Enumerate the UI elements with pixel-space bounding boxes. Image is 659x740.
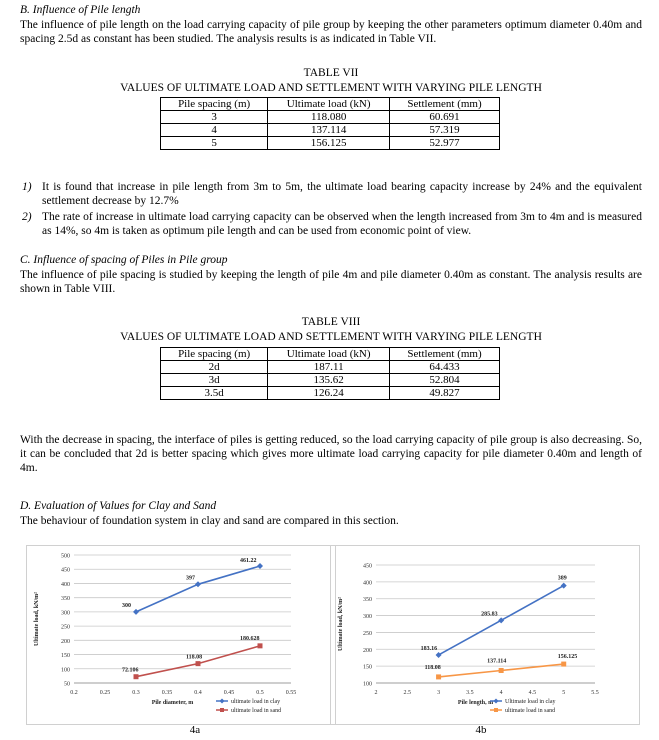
x-tick-label: 0.35 [161, 690, 173, 696]
x-tick-label: 0.5 [256, 690, 264, 696]
y-tick-label: 350 [61, 596, 70, 603]
data-point [134, 674, 139, 679]
data-label: 137.114 [487, 658, 507, 665]
table-row [161, 361, 500, 374]
table-cell: 64.433 [390, 361, 500, 374]
y-tick-label: 300 [363, 614, 372, 621]
x-tick-label: 3 [437, 690, 441, 696]
data-label: 180.628 [240, 635, 260, 642]
table-cell: 3d [161, 374, 268, 387]
y-tick-label: 500 [61, 553, 70, 560]
table-cell: 3.5d [161, 387, 268, 400]
y-tick-label: 300 [61, 610, 70, 617]
x-axis-title: Pile length, m [457, 700, 494, 706]
legend-marker [220, 708, 224, 712]
chart-4b-pile-length [330, 545, 640, 725]
table-cell: 4 [161, 124, 268, 137]
data-label: 285.83 [481, 611, 498, 618]
column-header: Pile spacing (m) [161, 98, 268, 111]
x-tick-label: 0.55 [285, 690, 297, 696]
x-axis-title: Pile diameter, m [151, 700, 194, 706]
table-header-row [161, 348, 500, 361]
legend-marker [494, 708, 498, 712]
section-c-heading: C. Influence of spacing of Piles in Pile group [20, 254, 228, 266]
data-label: 72.106 [122, 667, 139, 674]
table-cell: 156.125 [268, 137, 390, 150]
y-tick-label: 200 [61, 638, 70, 645]
table-row [161, 387, 500, 400]
list-text: It is found that increase in pile length from 3m to 5m, the ultimate load bearing capacity increase by 24% and the equivalent settlement decrease by 12.7% [42, 181, 642, 207]
table-cell: 137.114 [268, 124, 390, 137]
table-cell: 60.691 [390, 111, 500, 124]
data-label: 118.08 [424, 664, 441, 671]
data-label: 183.16 [420, 645, 438, 652]
data-label: 118.08 [186, 654, 203, 661]
data-point [499, 668, 504, 673]
x-tick-label: 0.2 [70, 690, 78, 696]
data-point [257, 563, 263, 569]
table-cell: 5 [161, 137, 268, 150]
y-tick-label: 400 [363, 580, 372, 587]
table-row [161, 111, 500, 124]
x-tick-label: 0.45 [223, 690, 235, 696]
column-header: Pile spacing (m) [161, 348, 268, 361]
chart-frame [331, 546, 640, 725]
figure-label-4a: 4a [189, 724, 201, 736]
table-cell: 52.804 [390, 374, 500, 387]
data-point [196, 661, 201, 666]
y-tick-label: 350 [363, 597, 372, 604]
x-tick-label: 0.3 [132, 690, 140, 696]
legend-marker [220, 699, 225, 704]
table-cell: 3 [161, 111, 268, 124]
table7-caption-number: TABLE VII [303, 67, 359, 79]
list-number: 1) [22, 181, 32, 193]
y-tick-label: 150 [61, 653, 70, 660]
x-tick-label: 0.4 [194, 690, 202, 696]
x-tick-label: 2.5 [403, 690, 412, 696]
y-tick-label: 250 [61, 624, 70, 631]
legend-label: ultimate load in sand [505, 708, 556, 714]
table-vii [160, 97, 500, 150]
data-label: 389 [557, 575, 567, 582]
legend-label: ultimate load in clay [231, 699, 281, 705]
table-cell: 118.080 [268, 111, 390, 124]
x-tick-label: 0.25 [99, 690, 111, 696]
x-tick-label: 4.5 [528, 690, 537, 696]
data-label: 461.22 [240, 558, 257, 565]
table-row [161, 374, 500, 387]
y-tick-label: 100 [61, 667, 70, 674]
y-tick-label: 450 [363, 563, 372, 570]
y-tick-label: 250 [363, 630, 372, 637]
data-label: 397 [186, 575, 195, 582]
list-item [22, 180, 642, 208]
section-b-paragraph: The influence of pile length on the load carrying capacity of pile group by keeping the other parameters optimum diameter 0.40m and spacing 2.5d as constant has been studied. The analysis results is as indicated in Table VII. [20, 19, 642, 45]
column-header: Ultimate load (kN) [268, 348, 390, 361]
chart-frame [27, 546, 336, 725]
table-cell: 187.11 [268, 361, 390, 374]
table-row [161, 124, 500, 137]
legend-marker [494, 699, 499, 704]
table7-caption-title: VALUES OF ULTIMATE LOAD AND SETTLEMENT WITH VARYING PILE LENGTH [120, 82, 542, 94]
column-header: Ultimate load (kN) [268, 98, 390, 111]
y-axis-title: Ultimate load, kN/m² [34, 592, 40, 646]
table-row [161, 137, 500, 150]
list-number: 2) [22, 211, 32, 223]
y-tick-label: 450 [61, 567, 70, 574]
findings-list [22, 180, 642, 240]
y-tick-label: 50 [64, 681, 70, 688]
section-b-heading: B. Influence of Pile length [20, 4, 141, 16]
data-point [561, 583, 567, 589]
spacing-conclusion-paragraph: With the decrease in spacing, the interface of piles is getting reduced, so the load carrying capacity of pile group is also decreasing. So, it can be concluded that 2d is better spacing which gives more ultimate load carrying capacity for pile diameter 0.40m and length of 4m. [20, 434, 642, 474]
data-point [436, 674, 441, 679]
series-line [136, 566, 260, 612]
column-header: Settlement (mm) [390, 98, 500, 111]
table-cell: 126.24 [268, 387, 390, 400]
table-viii [160, 347, 500, 400]
section-d-paragraph: The behaviour of foundation system in clay and sand are compared in this section. [20, 515, 399, 527]
list-text: The rate of increase in ultimate load carrying capacity can be observed when the length increased from 3m to 4m and is measured as 14%, so 4m is taken as optimum pile length and can be used from economic point of view. [42, 211, 642, 237]
figure-label-4b: 4b [475, 724, 487, 736]
legend-label: ultimate load in sand [231, 708, 282, 714]
chart-4a-pile-diameter [26, 545, 336, 725]
x-tick-label: 4 [499, 690, 503, 696]
section-d-heading: D. Evaluation of Values for Clay and Sand [20, 500, 217, 512]
data-label: 300 [122, 602, 131, 609]
table8-caption-number: TABLE VIII [301, 316, 361, 328]
x-tick-label: 5.5 [591, 690, 599, 696]
table-cell: 57.319 [390, 124, 500, 137]
x-tick-label: 2 [374, 690, 378, 696]
table8-caption-title: VALUES OF ULTIMATE LOAD AND SETTLEMENT WITH VARYING PILE LENGTH [120, 331, 542, 343]
data-point [436, 652, 442, 658]
data-point [498, 617, 504, 623]
data-point [561, 662, 566, 667]
table-cell: 2d [161, 361, 268, 374]
y-tick-label: 100 [363, 681, 372, 688]
list-item [22, 210, 642, 238]
table-cell: 49.827 [390, 387, 500, 400]
y-tick-label: 150 [363, 664, 372, 671]
y-tick-label: 400 [61, 581, 70, 588]
data-label: 156.125 [557, 654, 578, 661]
data-point [195, 581, 201, 587]
table-cell: 52.977 [390, 137, 500, 150]
x-tick-label: 3.5 [466, 690, 474, 696]
y-axis-title: Ultimate load, kN/m² [338, 597, 344, 651]
table-header-row [161, 98, 500, 111]
data-point [133, 609, 139, 615]
table-cell: 135.62 [268, 374, 390, 387]
y-tick-label: 200 [363, 647, 372, 654]
column-header: Settlement (mm) [390, 348, 500, 361]
x-tick-label: 5 [562, 690, 566, 696]
legend-label: Ultimate load in clay [505, 699, 556, 705]
data-point [258, 643, 263, 648]
section-c-paragraph: The influence of pile spacing is studied by keeping the length of pile 4m and pile diameter 0.40m as constant. The analysis results are shown in Table VIII. [20, 269, 642, 295]
